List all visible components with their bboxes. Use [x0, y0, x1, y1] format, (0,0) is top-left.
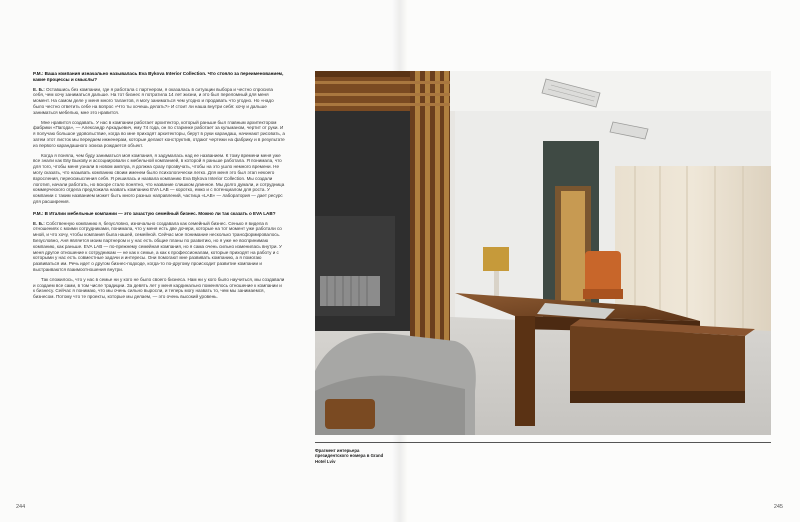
- interior-illustration: [315, 71, 771, 435]
- page-number-right: 245: [773, 504, 783, 510]
- text-column: [33, 71, 285, 300]
- paragraph-2: Мне нравится создавать. У нас в компании работает архитектор, который раньше был главным архитектором фабрики «Пагода», — Александр Аркадьевич, ему 74 года, он по старинке работает за кульманом, чертит от руки. И я получаю большое удовольствие, когда во мне приходят архитекторы, берут в руки карандаш, начинают рисовать, а затем этот листок мы передаем инженерам, которые делают конструктив, отдают чертежи на фабрику и в результате из первого карандашного эскиза рождается объект.: [33, 119, 285, 148]
- answer-1: [33, 87, 285, 116]
- answer-1-text: Оставшись без компании, где я работала с партнером, я оказалась в ситуации выбора и честно спросила себя, чем хочу заниматься дальше. На тот бизнес я потратила 14 лет жизни, и это был переломный для меня момент. На самом деле у меня много талантов, я могу заниматься чем угодно и продавать что угодно. Но «надо было честно ответить себе на вопрос «Что ты хочешь делать?» И стоит ли наша внутри себя: хочу и дальше заниматься мебелью, мне это нравится.: [33, 86, 274, 115]
- caption-rule: [315, 442, 771, 443]
- question-1: P.M.: Ваша компания изначально называлась Eva Bykova Interior Collection. Что стояло за переименованием, какие процессы и смыслы?: [33, 71, 284, 82]
- sofa: [315, 333, 476, 435]
- page-number-left: 244: [16, 504, 26, 510]
- answer-2-text: Собственную компанию я, безусловно, изначально создавала как семейный бизнес. Сенько я видела в отношениях с моими сотрудниками, понимала, что у меня есть две дочери, которые на тот момент уже работали со мной, и что хочу, чтобы компания была нашей, семейной. Сейчас мое понимание несколько трансформировалось. Безусловно, Аня является моим партнером и у нас есть общие планы по развитию, но я уже не воспринимаю компанию, как раньше. EVA LAB — по-прежнему семейная компания, но я сама очень сильно изменилась внутри. У меня другое отношение к сотрудникам — не как к семье, а как к профессионалам, которые приходят на работу и с которыми у нас есть совместные задачи и интересы. Они помогают мне развивать компанию, а я помогаю развиваться им. Речь идет о другом бизнес-подходе, когда-то по-другому происходит развитие компании и выстраиваются взаимоотношения внутри.: [33, 220, 282, 272]
- cabinet-glow: [561, 191, 585, 301]
- photo-caption: Фрагмент интерьера президентского номера в Grand Hotel Lviv: [315, 448, 384, 464]
- interior-photo: [315, 71, 771, 435]
- paragraph-3: Когда я поняла, чем буду заниматься моя компания, я задумалась над ее названием. К тому времени меня уже все знали как Еву Быкову и ассоциировали с мебельной компанией, в которой я раньше работала. Я понимала, что для того, чтобы меня узнали в новом амплуа, я должна сразу прозвучать, чтобы на это ушло немного времени. Не могу сказать, что называть компанию своим именем было психологически легко. Для меня это был этап некоего взросления, переосмысления себя. Я решилась и назвала компанию Eva Bykova Interior Collection. Мы создали логотип, начали работать, но вскоре стало понятно, что название слишком длинное. Мы долго думали, и сотрудница коммерческого отдела предложила назвать компанию EVA LAB — коротко, емко и с потенциалом для роста. У компании с таким названием может быть много разных направлений, частица «LAB» — лаборатория — дает ресурс для расширения.: [33, 152, 285, 204]
- office-chair: [583, 251, 623, 299]
- answer-2: [33, 221, 285, 273]
- question-2: P.M.: В Италии мебельные компании — это зачастую семейный бизнес. Можно ли так сказать о EVA LAB?: [33, 210, 276, 216]
- answer-1-label: Е. Б.:: [33, 86, 45, 92]
- answer-2-label: Е. Б.:: [33, 220, 45, 226]
- paragraph-6: Так сложилось, что у нас в семье ни у кого не было своего бизнеса. Нам ни у кого было научиться, мы создавали и создаем все сами, в том числе традиции. За девять лет у меня кардинально поменялось отношение к компании и к бизнесу. Сейчас я понимаю, что мы очень сильно выросли, и теперь могу назвать то, чем мы занимаемся, бизнесом. Потому что те проекты, которые мы делаем, — это очень высокий уровень.: [33, 276, 285, 300]
- radiator: [320, 276, 380, 306]
